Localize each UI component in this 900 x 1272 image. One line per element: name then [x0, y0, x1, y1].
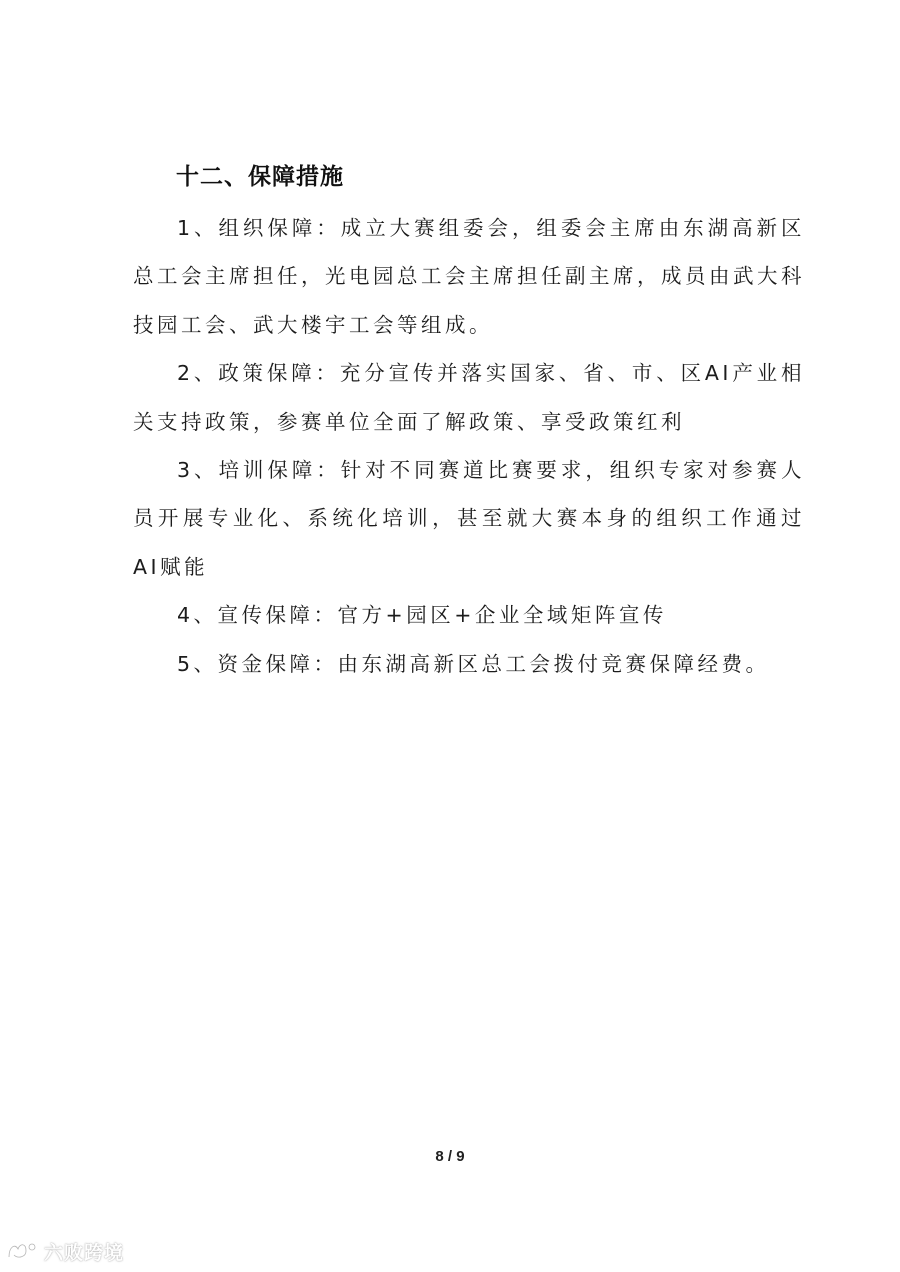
page-number: 8 / 9 [435, 1148, 465, 1165]
section-heading: 十二、保障措施 [176, 164, 344, 190]
watermark-text: 六败跨境 [44, 1242, 125, 1264]
section-body [133, 204, 805, 688]
paragraph-funding: 5、资金保障：由东湖高新区总工会拨付竞赛保障经费。 [177, 651, 770, 676]
paragraph-policy: 2、政策保障：充分宣传并落实国家、省、市、区AI产业相关支持政策，参赛单位全面了解政策、享受政策红利 [133, 361, 805, 434]
paragraph-publicity: 4、宣传保障：官方+园区+企业全域矩阵宣传 [177, 603, 667, 628]
paragraph-training: 3、培训保障：针对不同赛道比赛要求，组织专家对参赛人员开展专业化、系统化培训，甚至就大赛本身的组织工作通过AI赋能 [133, 458, 805, 579]
watermark [6, 1238, 124, 1265]
logo-icon [6, 1239, 40, 1265]
paragraph-organization: 1、组织保障：成立大赛组委会，组委会主席由东湖高新区总工会主席担任，光电园总工会主席担任副主席，成员由武大科技园工会、武大楼宇工会等组成。 [133, 216, 805, 337]
